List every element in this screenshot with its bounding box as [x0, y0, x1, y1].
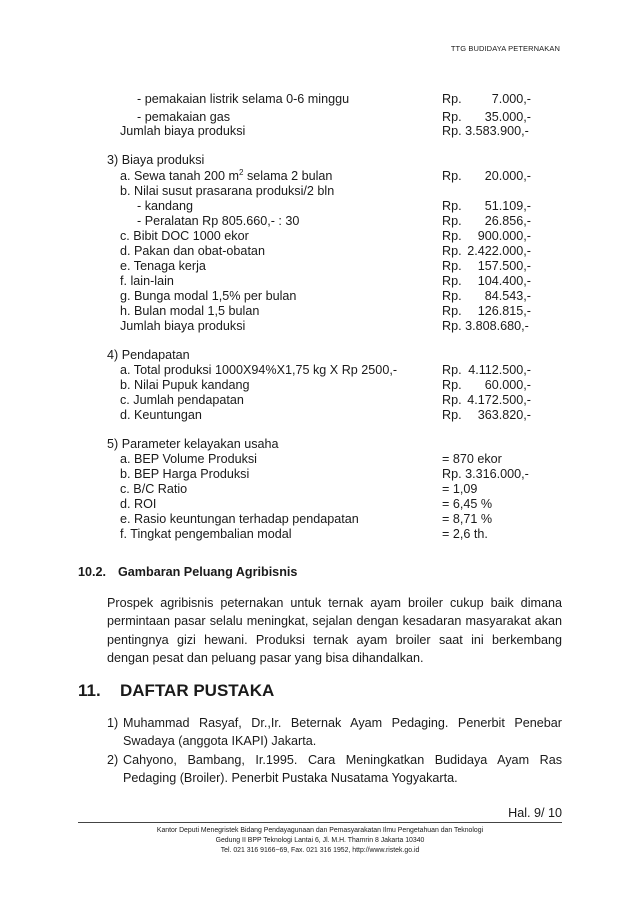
- item-rp: Rp.: [442, 199, 462, 213]
- item-rp: Rp.: [442, 169, 462, 183]
- footer-line-1: Kantor Deputi Menegristek Bidang Pendayagunaan dan Pemasyarakatan Ilmu Pengetahuan dan Teknologi: [156, 827, 484, 834]
- footer-divider: [78, 822, 562, 823]
- biaya-item-label: g. Bunga modal 1,5% per bulan: [120, 289, 297, 303]
- section-heading-11: [78, 681, 274, 701]
- parameter-label: c. B/C Ratio: [120, 482, 188, 496]
- biaya-item-label: d. Pakan dan obat-obatan: [120, 244, 265, 258]
- section-heading-10-2: [78, 565, 297, 579]
- pendapatan-item-label: d. Keuntungan: [120, 408, 202, 422]
- reference-number: 1): [107, 716, 119, 730]
- item-amount: 900.000,-: [477, 229, 531, 243]
- item-amount: 4.112.500,-: [468, 363, 531, 377]
- item-rp: Rp.: [442, 274, 462, 288]
- section-title: Gambaran Peluang Agribisnis: [118, 565, 298, 579]
- parameter-label: a. BEP Volume Produksi: [120, 452, 257, 466]
- section-title-parameter: 5) Parameter kelayakan usaha: [107, 437, 279, 451]
- item-label: - pemakaian gas: [137, 110, 231, 124]
- item-rp: Rp.: [442, 92, 462, 106]
- total-value: Rp. 3.808.680,-: [442, 319, 529, 333]
- item-amount: 60.000,-: [484, 378, 531, 392]
- item-amount: 2.422.000,-: [467, 244, 531, 258]
- item-rp: Rp.: [442, 408, 462, 422]
- item-rp: Rp.: [442, 378, 462, 392]
- item-amount: 35.000,-: [484, 110, 531, 124]
- total-value: Rp. 3.583.900,-: [442, 124, 529, 138]
- reference-item: [107, 751, 562, 788]
- item-rp: Rp.: [442, 229, 462, 243]
- item-amount: 126.815,-: [477, 304, 531, 318]
- biaya-item-label: e. Tenaga kerja: [120, 259, 206, 273]
- pendapatan-item-label: c. Jumlah pendapatan: [120, 393, 244, 407]
- item-rp: Rp.: [442, 259, 462, 273]
- section-number: 10.2.: [78, 565, 107, 579]
- item-amount: 363.820,-: [477, 408, 531, 422]
- item-amount: 26.856,-: [484, 214, 531, 228]
- section-paragraph: Prospek agribisnis peternakan untuk ternak ayam broiler cukup baik dimana permintaan pasar selalu meningkat, sejalan dengan kesadaran masyarakat akan pentingnya gizi hewani. Produksi ternak ayam broiler saat ini berkembang dengan pesat dan peluang pasar yang bisa dihandalkan.: [107, 596, 562, 666]
- biaya-sewa-label: a. Sewa tanah 200 $m^2$ selama 2 bulan: [120, 167, 333, 183]
- item-amount: 157.500,-: [477, 259, 531, 273]
- page-number: Hal. 9/ 10: [508, 806, 562, 820]
- item-rp: Rp.: [442, 289, 462, 303]
- total-label: Jumlah biaya produksi: [120, 319, 246, 333]
- susut-item-label: - Peralatan Rp 805.660,- : 30: [137, 214, 300, 228]
- running-header: TTG BUDIDAYA PETERNAKAN: [450, 44, 560, 53]
- section-title: DAFTAR PUSTAKA: [120, 681, 275, 700]
- item-rp: Rp.: [442, 244, 462, 258]
- item-amount: 7.000,-: [491, 92, 531, 106]
- parameter-value: = 1,09: [442, 482, 478, 496]
- biaya-susut-label: b. Nilai susut prasarana produksi/2 bln: [120, 184, 335, 198]
- item-rp: Rp.: [442, 214, 462, 228]
- item-rp: Rp.: [442, 110, 462, 124]
- reference-text: Cahyono, Bambang, Ir.1995. Cara Meningkatkan Budidaya Ayam Ras Pedaging (Broiler). Penerbit Pustaka Nusatama Yogyakarta.: [123, 753, 562, 786]
- parameter-label: e. Rasio keuntungan terhadap pendapatan: [120, 512, 359, 526]
- pendapatan-item-label: a. Total produksi 1000X94%X1,75 kg X Rp 2500,-: [120, 363, 398, 377]
- susut-item-label: - kandang: [137, 199, 194, 213]
- item-rp: Rp.: [442, 304, 462, 318]
- parameter-label: f. Tingkat pengembalian modal: [120, 527, 292, 541]
- parameter-label: d. ROI: [120, 497, 157, 511]
- parameter-value: Rp. 3.316.000,-: [442, 467, 529, 481]
- pendapatan-item-label: b. Nilai Pupuk kandang: [120, 378, 250, 392]
- section-title-pendapatan: 4) Pendapatan: [107, 348, 190, 362]
- parameter-value: = 870 ekor: [442, 452, 502, 466]
- item-amount: 51.109,-: [484, 199, 531, 213]
- parameter-value: = 6,45 %: [442, 497, 493, 511]
- item-label: - pemakaian listrik selama 0-6 minggu: [137, 92, 350, 106]
- footer: [78, 826, 562, 856]
- item-amount: 4.172.500,-: [467, 393, 531, 407]
- total-label: Jumlah biaya produksi: [120, 124, 246, 138]
- biaya-item-label: h. Bulan modal 1,5 bulan: [120, 304, 260, 318]
- reference-item: [107, 714, 562, 751]
- footer-line-2: Gedung II BPP Teknologi Lantai 6, Jl. M.H. Thamrin 8 Jakarta 10340: [215, 837, 425, 844]
- item-rp: Rp.: [442, 363, 462, 377]
- biaya-item-label: c. Bibit DOC 1000 ekor: [120, 229, 249, 243]
- reference-text: Muhammad Rasyaf, Dr.,Ir. Beternak Ayam Pedaging. Penerbit Penebar Swadaya (anggota IKAPI) Jakarta.: [123, 716, 562, 749]
- parameter-label: b. BEP Harga Produksi: [120, 467, 250, 481]
- parameter-value: = 2,6 th.: [442, 527, 488, 541]
- section-number: 11.: [78, 681, 101, 700]
- item-amount: 84.543,-: [484, 289, 531, 303]
- parameter-value: = 8,71 %: [442, 512, 493, 526]
- footer-line-3: Tel. 021 316 9166~69, Fax. 021 316 1952, http://www.ristek.go.id: [220, 847, 420, 854]
- item-amount: 104.400,-: [477, 274, 531, 288]
- section-title-biaya: 3) Biaya produksi: [107, 153, 205, 167]
- reference-number: 2): [107, 753, 119, 767]
- item-amount: 20.000,-: [484, 169, 531, 183]
- biaya-item-label: f. lain-lain: [120, 274, 174, 288]
- item-rp: Rp.: [442, 393, 462, 407]
